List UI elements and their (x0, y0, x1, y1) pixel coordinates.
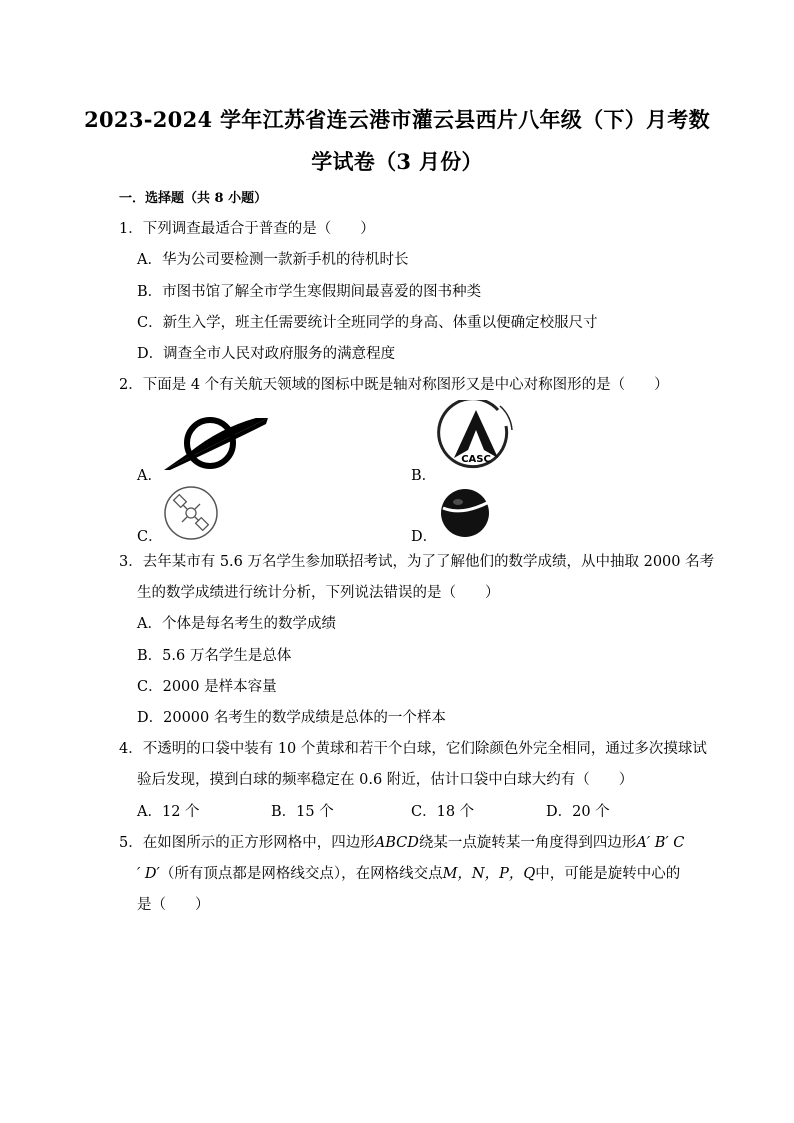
q4-stem-line2: 验后发现，摸到白球的频率稳定在 0.6 附近，估计口袋中白球大约有（ ） (137, 772, 634, 788)
q3-option-c: C．2000 是样本容量 (137, 679, 277, 695)
q3-option-b: B．5.6 万名学生是总体 (137, 648, 292, 664)
q5-stem-line1 (119, 831, 684, 852)
q4-option-c: C．18 个 (411, 804, 475, 820)
q5-abcd: ABCD (374, 835, 419, 851)
q2-label-c: C． (137, 529, 163, 545)
q5-text-end: 中，可能是旋转中心的 (535, 866, 681, 882)
orbit-logo-icon (160, 412, 272, 478)
q1-option-a: A．华为公司要检测一款新手机的待机时长 (137, 252, 409, 268)
q5-text-pre: 5．在如图所示的正方形网格中，四边形 (119, 835, 375, 851)
q3-option-a: A．个体是每名考生的数学成绩 (137, 616, 336, 632)
q3-option-d: D．20000 名考生的数学成绩是总体的一个样本 (137, 710, 446, 726)
q2-stem: 2．下面是 4 个有关航天领域的图标中既是轴对称图形又是中心对称图形的是（ ） (119, 377, 669, 393)
page-title-line2: 学试卷（3 月份） (311, 149, 483, 174)
casc-logo-icon (436, 400, 516, 480)
section-heading: 一．选择题（共 8 小题） (119, 191, 268, 206)
q2-label-d: D． (411, 529, 438, 545)
q5-aprime: A′ B′ C (636, 835, 685, 851)
satellite-icon (162, 484, 220, 546)
q5-stem-line3: 是（ ） (137, 897, 210, 913)
q4-option-b: B．15 个 (271, 804, 334, 820)
casc-logo-text: CASC (461, 454, 491, 465)
q4-option-a: A．12 个 (137, 804, 200, 820)
q5-text-note: （所有顶点都是网格线交点），在网格线交点 (159, 866, 443, 882)
q4-stem-line1: 4．不透明的口袋中装有 10 个黄球和若干个白球，它们除颜色外完全相同，通过多次摸球试 (119, 741, 707, 757)
q5-points: M，N，P，Q (442, 866, 536, 882)
q2-label-a: A． (137, 468, 162, 484)
q1-option-c: C．新生入学，班主任需要统计全班同学的身高、体重以便确定校服尺寸 (137, 315, 598, 331)
q2-label-b: B． (411, 468, 437, 484)
q3-stem-line2: 生的数学成绩进行统计分析，下列说法错误的是（ ） (137, 585, 500, 601)
q5-stem-line2 (137, 862, 680, 883)
q3-stem-line1: 3．去年某市有 5.6 万名学生参加联招考试，为了了解他们的数学成绩，从中抽取 2000 名考 (119, 554, 715, 570)
q1-stem: 1．下列调查最适合于普查的是（ ） (119, 221, 375, 237)
q5-dprime: ′ D′ (137, 866, 160, 882)
page-title-line1: 2023-2024 学年江苏省连云港市灌云县西片八年级（下）月考数 (84, 107, 710, 132)
sphere-logo-icon (436, 486, 494, 544)
q1-option-d: D．调查全市人民对政府服务的满意程度 (137, 346, 396, 362)
q5-text-mid: 绕某一点旋转某一角度得到四边形 (418, 835, 637, 851)
q4-option-d: D．20 个 (546, 804, 610, 820)
q1-option-b: B．市图书馆了解全市学生寒假期间最喜爱的图书种类 (137, 284, 482, 300)
